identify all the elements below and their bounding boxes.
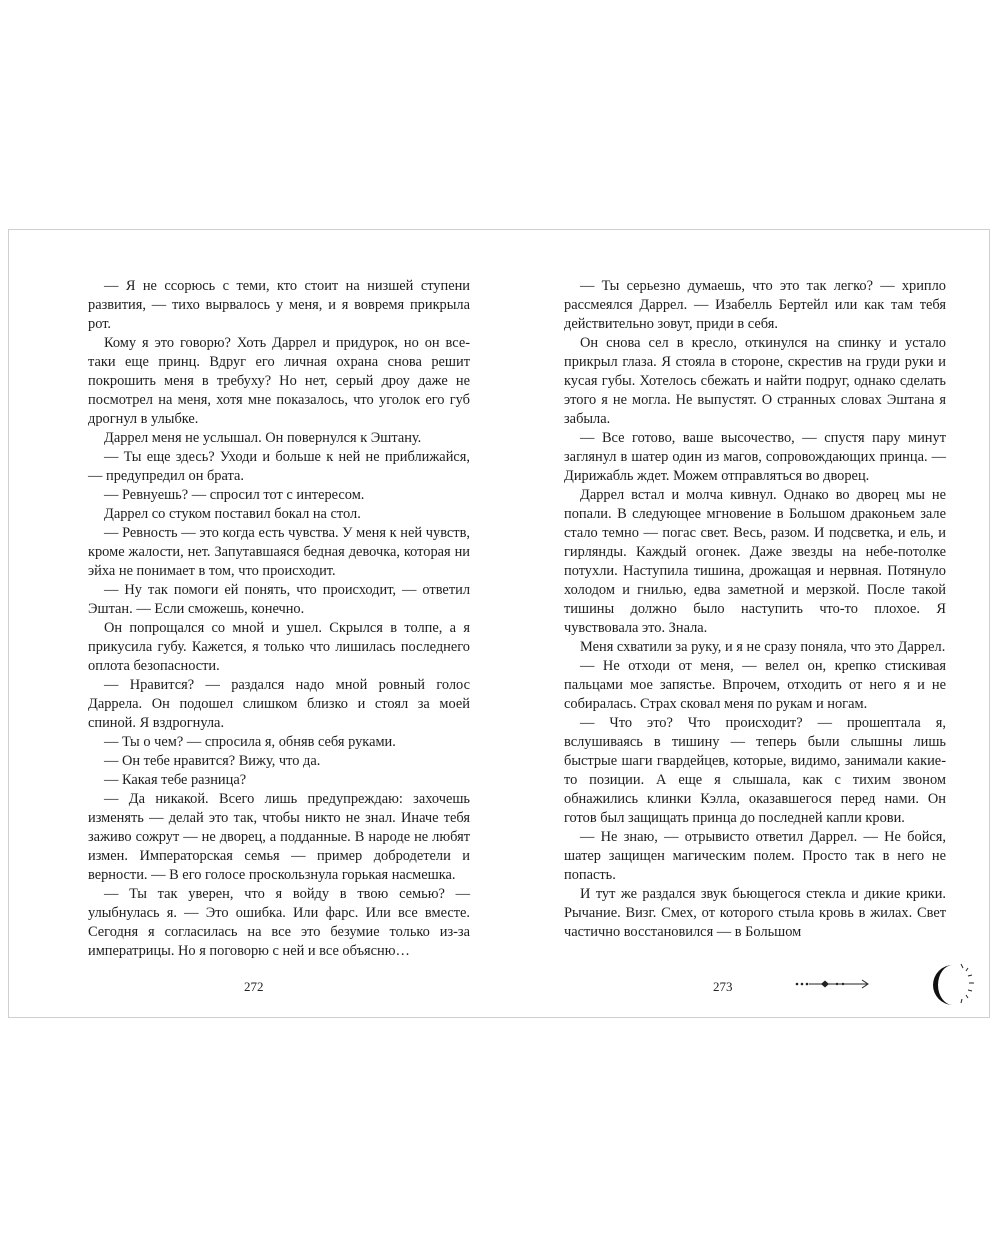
paragraph: Даррел меня не услышал. Он повернулся к Эштану. <box>104 430 422 446</box>
left-page-text <box>88 277 470 961</box>
paragraph: — Ты серьезно думаешь, что это так легко? — хрипло рассмеялся Даррел. — Изабелль Бертейл или как там тебя действительно зовут, приди в себя. <box>564 278 946 332</box>
paragraph: Кому я это говорю? Хоть Даррел и придурок, но он все-таки еще принц. Вдруг его личная охрана снова решит покрошить меня в требуху? Но нет, серый дроу даже не посмотрел на меня, хотя мне показалось, что уголок его губ дрогнул в улыбке. <box>88 335 470 427</box>
paragraph: — Не отходи от меня, — велел он, крепко стискивая пальцами мое запястье. Впрочем, отходить от него я и не собиралась. Страх сковал меня по рукам и ногам. <box>564 658 946 712</box>
paragraph: — Что это? Что происходит? — прошептала я, вслушиваясь в тишину — теперь были слышны лишь быстрые шаги гвардейцев, которые, видимо, занимали какие-то позиции. А еще я слышала, как с тихим звоном обнажились клинки Кэлла, оказавшегося перед нами. Он готов был защищать принца до последней капли крови. <box>564 715 946 826</box>
paragraph: — Не знаю, — отрывисто ответил Даррел. — Не бойся, шатер защищен магическим полем. Просто так в него не попасть. <box>564 829 946 883</box>
paragraph: — Ты так уверен, что я войду в твою семью? — улыбнулась я. — Это ошибка. Или фарс. Или все вместе. Сегодня я согласилась на все это безумие только из-за императрицы. Но я поговорю с ней и все объясню… <box>88 886 470 959</box>
paragraph: — Он тебе нравится? Вижу, что да. <box>104 753 321 769</box>
paragraph: Даррел встал и молча кивнул. Однако во дворец мы не попали. В следующее мгновение в Большом драконьем зале стало темно — погас свет. Весь, разом. И подсветка, и ель, и гирлянды. Каждый огонек. Даже звезды на небе-потолке потухли. Наступила тишина, дрожащая и нервная. Потянуло холодом и гнилью, едва заметной и мерзкой. После такой тишины должно было наступить что-то плохое. Я чувствовала это. Знала. <box>564 487 946 636</box>
page-number-right: 273 <box>713 979 733 994</box>
paragraph: — Какая тебе разница? <box>104 772 247 788</box>
paragraph: — Ревность — это когда есть чувства. У меня к ней чувств, кроме жалости, нет. Запутавшаяся бедная девочка, которая ни эйха не понимает в том, что происходит. <box>88 525 470 579</box>
paragraph: — Все готово, ваше высочество, — спустя пару минут заглянул в шатер один из магов, сопровождающих принца. — Дирижабль ждет. Можем отправляться во дворец. <box>564 430 946 484</box>
book-spread <box>8 229 990 1018</box>
paragraph: — Ревнуешь? — спросил тот с интересом. <box>104 487 365 503</box>
paragraph: — Ты еще здесь? Уходи и больше к ней не приближайся, — предупредил он брата. <box>88 449 470 484</box>
paragraph: — Я не ссорюсь с теми, кто стоит на низшей ступени развития, — тихо вырвалось у меня, и я вовремя прикрыла рот. <box>88 278 470 332</box>
paragraph: — Нравится? — раздался надо мной ровный голос Даррела. Он подошел слишком близко и стоял за моей спиной. Я вздрогнула. <box>88 677 470 731</box>
paragraph: — Да никакой. Всего лишь предупреждаю: захочешь изменять — делай это так, чтобы никто не знал. Иначе тебя заживо сожрут — не дворец, а подданные. В народе не любят измен. Императорская семья — пример добродетели и верности. — В его голосе проскользнула горькая насмешка. <box>88 791 470 883</box>
paragraph: Он снова сел в кресло, откинулся на спинку и устало прикрыл глаза. Я стояла в стороне, скрестив на груди руки и кусая губы. Хотелось сбежать и найти подруг, однако сделать этого я не могла. Не выпустят. О странных словах Эштана я забыла. <box>564 335 946 427</box>
paragraph: И тут же раздался звук бьющегося стекла и дикие крики. Рычание. Визг. Смех, от которого стыла кровь в жилах. Свет частично восстановился — в Большом <box>564 886 946 940</box>
page-number-left: 272 <box>244 979 264 994</box>
arrow-dots-ornament-icon <box>793 974 873 994</box>
paragraph: — Ну так помоги ей понять, что происходит, — ответил Эштан. — Если сможешь, конечно. <box>88 582 470 617</box>
right-page-text <box>564 277 946 942</box>
paragraph: — Ты о чем? — спросила я, обняв себя руками. <box>104 734 396 750</box>
crescent-moon-icon <box>931 961 975 1009</box>
paragraph: Меня схватили за руку, и я не сразу поняла, что это Даррел. <box>580 639 946 655</box>
paragraph: Даррел со стуком поставил бокал на стол. <box>104 506 361 522</box>
paragraph: Он попрощался со мной и ушел. Скрылся в толпе, а я прикусила губу. Кажется, я только что лишилась последнего оплота безопасности. <box>88 620 470 674</box>
